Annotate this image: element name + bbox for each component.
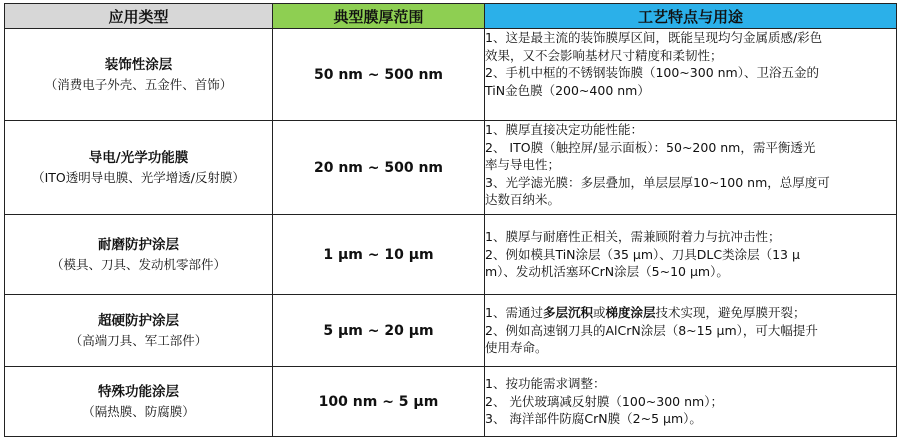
feature-line: TiN金色膜（200~400 nm）	[485, 82, 650, 98]
table-row	[5, 121, 897, 215]
type-sub: （模具、刀具、发动机零部件）	[50, 256, 226, 272]
header-type: 应用类型	[5, 4, 273, 29]
feature-line: 使用寿命。	[485, 340, 548, 356]
table-row	[5, 215, 897, 295]
feature-line: 1、按功能需求调整：	[485, 376, 606, 392]
feature-line: m）、发动机活塞环CrN涂层（5~10 μm）。	[485, 264, 729, 280]
table-row	[5, 29, 897, 121]
header-features: 工艺特点与用途	[485, 4, 897, 29]
range-cell: 100 nm ~ 5 μm	[273, 367, 485, 437]
table-row	[5, 367, 897, 437]
feature-keyword: 梯度涂层	[605, 305, 656, 321]
feature-line: 1、膜厚与耐磨性正相关，需兼顾附着力与抗冲击性；	[485, 229, 781, 245]
type-name: 导电/光学功能膜	[88, 149, 189, 166]
feature-line: 2、例如高速钢刀具的AlCrN涂层（8~15 μm），可大幅提升	[485, 322, 818, 338]
feature-line: 2、 光伏玻璃减反射膜（100~300 nm）；	[485, 393, 723, 409]
feature-line: 3、光学滤光膜：多层叠加，单层层厚10~100 nm，总厚度可	[485, 174, 830, 190]
type-cell	[5, 367, 273, 437]
type-sub: （消费电子外壳、五金件、首饰）	[44, 76, 233, 92]
features-cell	[485, 29, 897, 121]
type-name: 耐磨防护涂层	[98, 236, 179, 253]
features-cell	[485, 367, 897, 437]
type-cell	[5, 29, 273, 121]
features-cell	[485, 215, 897, 295]
feature-line: 1、膜厚直接决定功能性能：	[485, 122, 643, 137]
type-name: 装饰性涂层	[104, 56, 173, 73]
type-name: 特殊功能涂层	[98, 383, 179, 400]
feature-line: 效果，又不会影响基材尺寸精度和柔韧性；	[485, 47, 723, 63]
feature-text: 技术实现，避免厚膜开裂；	[655, 305, 806, 321]
feature-line: 3、 海洋部件防腐CrN膜（2~5 μm）。	[485, 411, 702, 427]
range-cell: 5 μm ~ 20 μm	[273, 295, 485, 367]
features-cell	[485, 295, 897, 367]
type-cell	[5, 215, 273, 295]
range-cell: 20 nm ~ 500 nm	[273, 121, 485, 215]
table-header-row	[5, 4, 897, 29]
type-sub: （高端刀具、军工部件）	[69, 332, 208, 348]
type-name: 超硬防护涂层	[98, 312, 179, 329]
range-cell: 1 μm ~ 10 μm	[273, 215, 485, 295]
type-cell	[5, 295, 273, 367]
type-sub: （隔热膜、防腐膜）	[82, 403, 195, 419]
features-cell	[485, 121, 897, 215]
feature-text: 或	[592, 305, 606, 321]
feature-keyword: 多层沉积	[542, 305, 593, 321]
type-sub: （ITO透明导电膜、光学增透/反射膜）	[32, 169, 245, 185]
feature-line: 2、 ITO膜（触控屏/显示面板）：50~200 nm，需平衡透光	[485, 139, 816, 155]
type-cell	[5, 121, 273, 215]
header-range: 典型膜厚范围	[273, 4, 485, 29]
range-cell: 50 nm ~ 500 nm	[273, 29, 485, 121]
coating-thickness-table	[4, 3, 897, 437]
feature-line: 2、手机中框的不锈钢装饰膜（100~300 nm）、卫浴五金的	[485, 65, 819, 80]
feature-line: 率与导电性；	[485, 157, 561, 172]
feature-line: 2、例如模具TiN涂层（35 μm）、刀具DLC类涂层（13 μ	[485, 246, 800, 262]
feature-line: 达数百纳米。	[485, 192, 561, 207]
feature-line: 1、这是最主流的装饰膜厚区间，既能呈现均匀金属质感/彩色	[485, 30, 823, 45]
table-row	[5, 295, 897, 367]
feature-text: 1、需通过	[485, 305, 543, 321]
feature-line	[485, 304, 896, 322]
